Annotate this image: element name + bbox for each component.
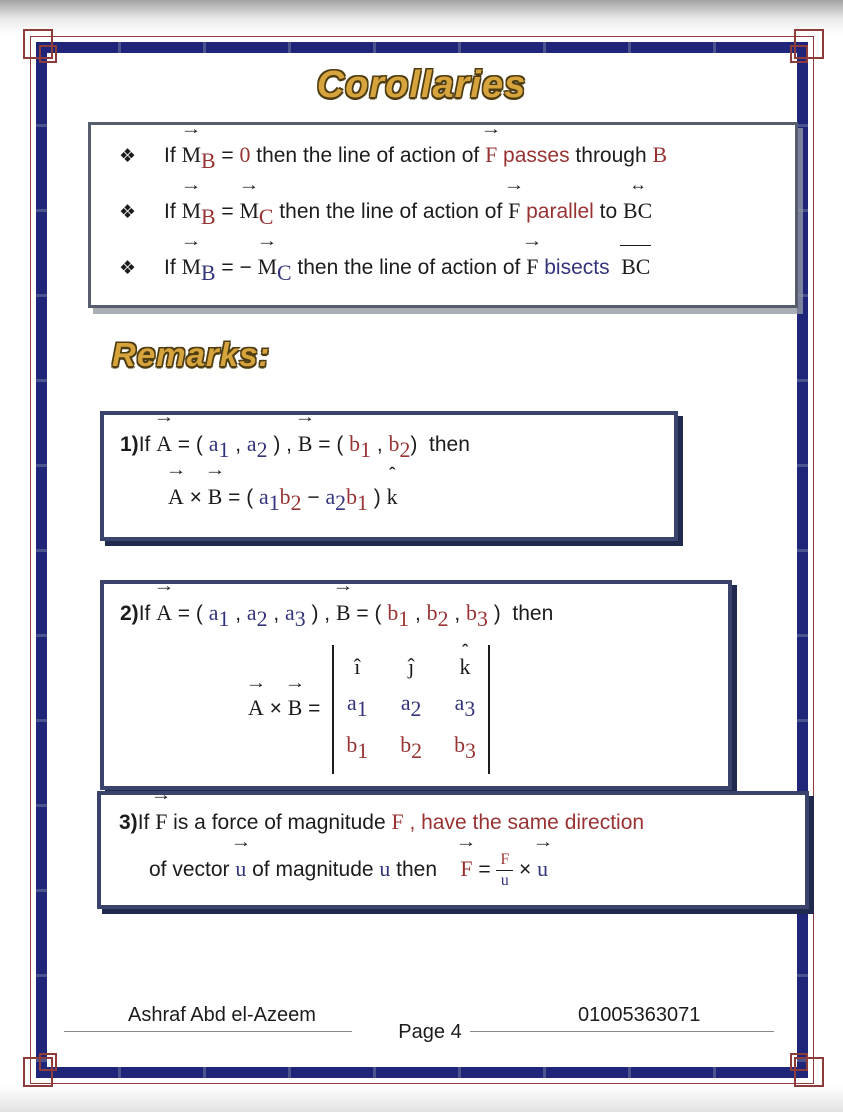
matrix-cell: $b_2$ xyxy=(400,732,423,763)
matrix-cell: $a_3$ xyxy=(454,690,476,721)
footer-rule-right xyxy=(470,1031,774,1032)
corollary-item xyxy=(105,189,781,241)
footer-author: Ashraf Abd el-Azeem xyxy=(128,1004,316,1026)
scan-artifact-top xyxy=(0,0,843,34)
matrix-cell: $a_1$ xyxy=(346,690,368,721)
page-border-top xyxy=(36,42,808,53)
remark2-line1: 2)If → A = ( $a_1$ , $a_2$ , $a_3$ ) , → B = ( $b_1$ , $b_2$ , $b_3$ ) then xyxy=(120,590,714,643)
remark-box-3 xyxy=(97,791,809,909)
scan-artifact-bottom xyxy=(0,1086,843,1112)
page-border-right xyxy=(797,42,808,1078)
matrix-cell: $b_3$ xyxy=(454,732,476,763)
remark1-line1: 1)If → A = ( $a_1$ , $a_2$ ) , → B = ( $b_1$ , $b_2$) then xyxy=(120,421,660,474)
matrix-cell: î xyxy=(354,655,361,680)
diamond-bullet-icon: ❖ xyxy=(119,257,137,279)
page-border-left xyxy=(36,42,47,1078)
fraction: $\frac{F}{u}$ xyxy=(496,850,513,891)
corner-ornament-icon xyxy=(790,45,808,63)
page-title: Corollaries xyxy=(316,64,527,106)
corollary-item xyxy=(105,133,781,185)
remark-box-2 xyxy=(100,580,732,790)
page-border-bottom xyxy=(36,1067,808,1078)
corollaries-box xyxy=(88,122,798,308)
corner-ornament-icon xyxy=(790,1053,808,1071)
corollary-text: $If \to M_B = 0$ then the line of action of → F passes through B xyxy=(164,133,667,185)
matrix-cell: ˆ k xyxy=(460,651,471,684)
remark2-determinant-row xyxy=(248,645,714,774)
footer-rule-left xyxy=(64,1031,352,1032)
remark1-line2: → A × → B = ( $a_1b_2 - a_2b_1$ ) ˆ k xyxy=(168,474,660,527)
corner-ornament-icon xyxy=(39,45,57,63)
cross-product-lhs: → A × → B = xyxy=(248,687,320,731)
corollary-text: $If \to M_B$ = − → $M_C$ then the line of action of → F bisects BC xyxy=(164,245,650,297)
matrix-cell: $b_1$ xyxy=(346,732,369,763)
diamond-bullet-icon: ❖ xyxy=(119,202,137,223)
corollary-text: $If \to M_B$ = → $M_C$ then the line of action of → F parallel to ↔ BC xyxy=(164,189,652,241)
determinant-matrix xyxy=(332,645,490,774)
remark3-line2: of vector → u of magnitude u then → F = $\frac{F}{u}$ × → u xyxy=(149,846,791,893)
corner-ornament-icon xyxy=(39,1053,57,1071)
matrix-cell: $a_2$ xyxy=(400,690,422,721)
footer-phone: 01005363071 xyxy=(578,1004,701,1026)
matrix-cell: ĵ xyxy=(408,655,415,680)
diamond-bullet-icon: ❖ xyxy=(119,146,137,168)
remark-box-1 xyxy=(100,411,678,541)
remark3-line1: 3)If → F is a force of magnitude F , have the same direction xyxy=(119,799,791,846)
footer-page-number: Page 4 xyxy=(398,1021,462,1043)
corollary-item xyxy=(105,245,781,297)
remarks-heading: Remarks: xyxy=(112,336,271,373)
